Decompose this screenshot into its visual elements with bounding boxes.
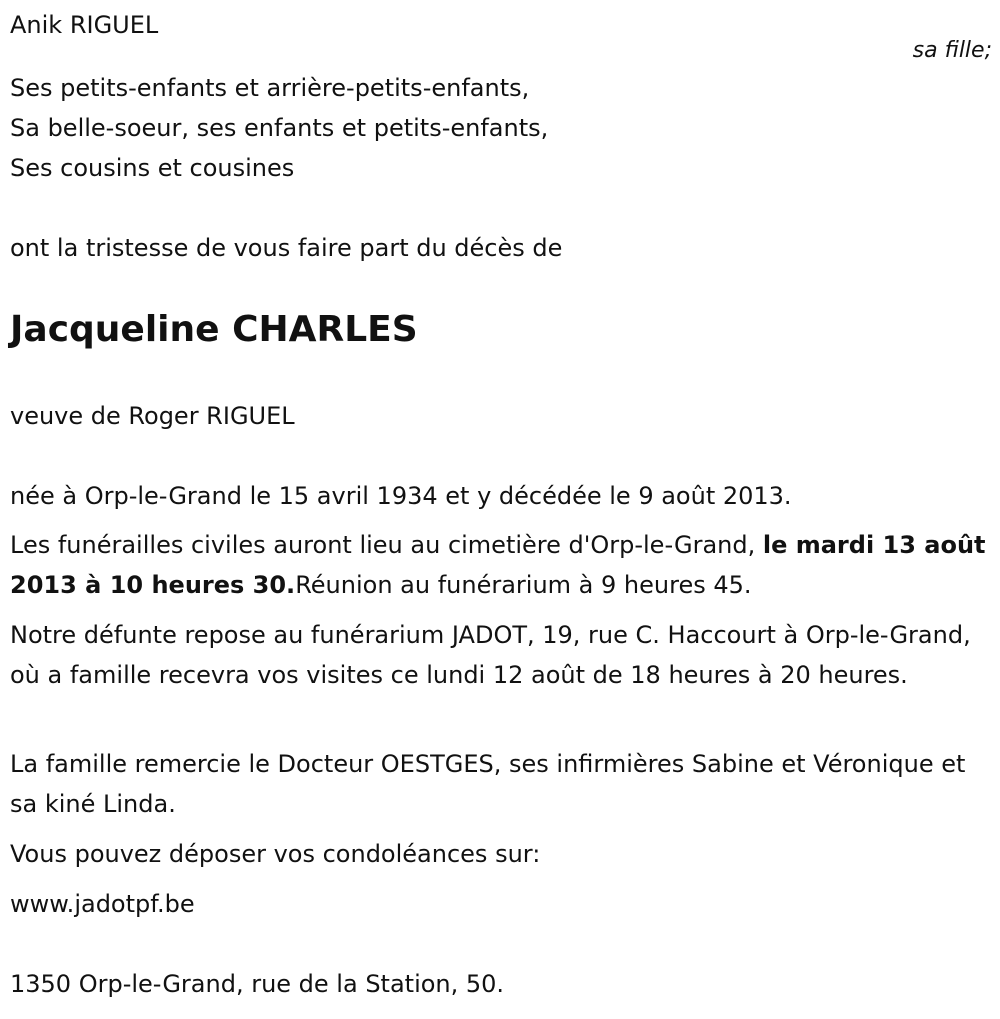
condolences-label: Vous pouvez déposer vos condoléances sur: [10, 840, 541, 868]
family-primary-role: sa fille; [912, 38, 992, 63]
birth-death-details: née à Orp-le-Grand le 15 avril 1934 et y décédée le 9 août 2013. [10, 482, 792, 510]
funeral-intro: Les funérailles civiles auront lieu au cimetière d'Orp-le-Grand, [10, 531, 763, 559]
visitation-details: Notre défunte repose au funérarium JADOT, 19, rue C. Haccourt à Orp-le-Grand, où a famille recevra vos visites ce lundi 12 août de 18 heures à 20 heures. [10, 621, 971, 689]
condolences-website-link[interactable]: www.jadotpf.be [10, 890, 195, 918]
thanks-message: La famille remercie le Docteur OESTGES, ses infirmières Sabine et Véronique et sa kiné Linda. [10, 750, 966, 818]
funeral-gathering: Réunion au funérarium à 9 heures 45. [295, 571, 752, 599]
postal-address: 1350 Orp-le-Grand, rue de la Station, 50. [10, 970, 505, 998]
deceased-name: Jacqueline CHARLES [10, 309, 418, 350]
family-line-grandchildren: Ses petits-enfants et arrière-petits-enfants, [10, 74, 530, 102]
funeral-datetime: le mardi 13 août 2013 à 10 heures 30. [10, 531, 986, 599]
deceased-spouse: veuve de Roger RIGUEL [10, 402, 295, 430]
announcement-text: ont la tristesse de vous faire part du décès de [10, 234, 563, 262]
family-line-cousins: Ses cousins et cousines [10, 154, 295, 182]
family-line-sister-in-law: Sa belle-soeur, ses enfants et petits-enfants, [10, 114, 549, 142]
family-primary-name: Anik RIGUEL [10, 11, 159, 39]
funeral-details [10, 525, 995, 605]
